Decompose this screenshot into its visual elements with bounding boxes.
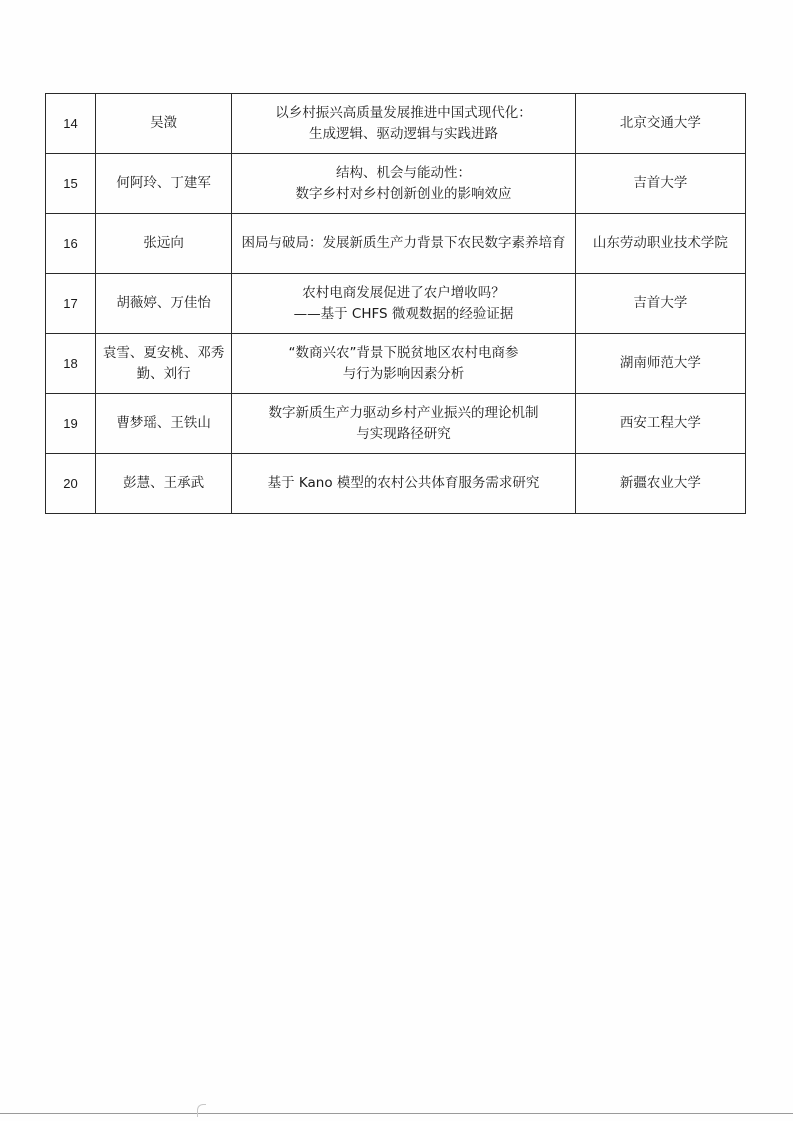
title-line: 困局与破局：发展新质生产力背景下农民数字素养培育 bbox=[241, 235, 566, 251]
authors-cell bbox=[96, 334, 232, 394]
table-row bbox=[46, 214, 746, 274]
author-line: 彭慧、王承武 bbox=[123, 475, 205, 491]
institution-line: 西安工程大学 bbox=[619, 415, 701, 431]
author-line: 胡薇婷、万佳怡 bbox=[116, 295, 211, 311]
institution-cell bbox=[575, 334, 745, 394]
institution-line: 吉首大学 bbox=[633, 175, 688, 191]
authors-cell bbox=[96, 274, 232, 334]
title-line: 与实现路径研究 bbox=[356, 425, 451, 442]
authors-cell bbox=[96, 214, 232, 274]
institution-line: 北京交通大学 bbox=[619, 115, 701, 131]
row-number: 15 bbox=[63, 175, 78, 191]
title-line: 基于 Kano 模型的农村公共体育服务需求研究 bbox=[267, 475, 540, 491]
row-number-cell bbox=[46, 94, 96, 154]
paper-title-cell bbox=[232, 274, 575, 334]
row-number: 14 bbox=[63, 115, 78, 131]
title-line: 生成逻辑、驱动逻辑与实践进路 bbox=[308, 125, 498, 142]
table-row bbox=[46, 154, 746, 214]
row-number-cell bbox=[46, 454, 96, 514]
title-line: 结构、机会与能动性： bbox=[335, 164, 471, 181]
paper-title-cell bbox=[232, 154, 575, 214]
author-line: 袁雪、夏安桃、邓秀 bbox=[102, 344, 225, 361]
authors-cell bbox=[96, 454, 232, 514]
institution-cell bbox=[575, 274, 745, 334]
institution-cell bbox=[575, 394, 745, 454]
institution-cell bbox=[575, 214, 745, 274]
institution-line: 新疆农业大学 bbox=[619, 475, 701, 491]
row-number: 19 bbox=[63, 415, 78, 431]
paper-title-cell bbox=[232, 214, 575, 274]
institution-line: 湖南师范大学 bbox=[619, 355, 701, 371]
row-number: 20 bbox=[63, 475, 78, 491]
row-number-cell bbox=[46, 334, 96, 394]
institution-line: 山东劳动职业技术学院 bbox=[592, 235, 728, 251]
paper-title-cell bbox=[232, 334, 575, 394]
author-line: 吴澂 bbox=[150, 115, 178, 131]
table-row bbox=[46, 334, 746, 394]
paper-title-cell bbox=[232, 454, 575, 514]
institution-line: 吉首大学 bbox=[633, 295, 688, 311]
award-table bbox=[45, 93, 746, 514]
paper-title-cell bbox=[232, 94, 575, 154]
title-line: 数字乡村对乡村创新创业的影响效应 bbox=[295, 185, 512, 202]
author-line: 何阿玲、丁建军 bbox=[116, 175, 211, 191]
authors-cell bbox=[96, 94, 232, 154]
row-number-cell bbox=[46, 394, 96, 454]
author-line: 张远向 bbox=[143, 235, 184, 251]
page-bottom-rule bbox=[0, 1113, 793, 1114]
row-number: 16 bbox=[63, 235, 78, 251]
authors-cell bbox=[96, 394, 232, 454]
row-number-cell bbox=[46, 154, 96, 214]
row-number: 17 bbox=[63, 295, 78, 311]
institution-cell bbox=[575, 454, 745, 514]
title-line: 农村电商发展促进了农户增收吗？ bbox=[302, 284, 505, 301]
title-line: “数商兴农”背景下脱贫地区农村电商参 bbox=[288, 344, 519, 361]
paper-title-cell bbox=[232, 394, 575, 454]
authors-cell bbox=[96, 154, 232, 214]
title-line: 以乡村振兴高质量发展推进中国式现代化： bbox=[275, 104, 532, 121]
scan-mark bbox=[197, 1104, 206, 1117]
institution-cell bbox=[575, 154, 745, 214]
table-body bbox=[46, 94, 746, 514]
row-number: 18 bbox=[63, 355, 78, 371]
title-line: 与行为影响因素分析 bbox=[342, 365, 465, 382]
title-line: 数字新质生产力驱动乡村产业振兴的理论机制 bbox=[268, 404, 539, 421]
author-line: 勤、刘行 bbox=[136, 365, 191, 382]
table-row bbox=[46, 274, 746, 334]
table-row bbox=[46, 94, 746, 154]
table-row bbox=[46, 454, 746, 514]
table-row bbox=[46, 394, 746, 454]
institution-cell bbox=[575, 94, 745, 154]
row-number-cell bbox=[46, 214, 96, 274]
row-number-cell bbox=[46, 274, 96, 334]
author-line: 曹梦瑶、王铁山 bbox=[116, 415, 211, 431]
title-line: ——基于 CHFS 微观数据的经验证据 bbox=[293, 305, 514, 322]
